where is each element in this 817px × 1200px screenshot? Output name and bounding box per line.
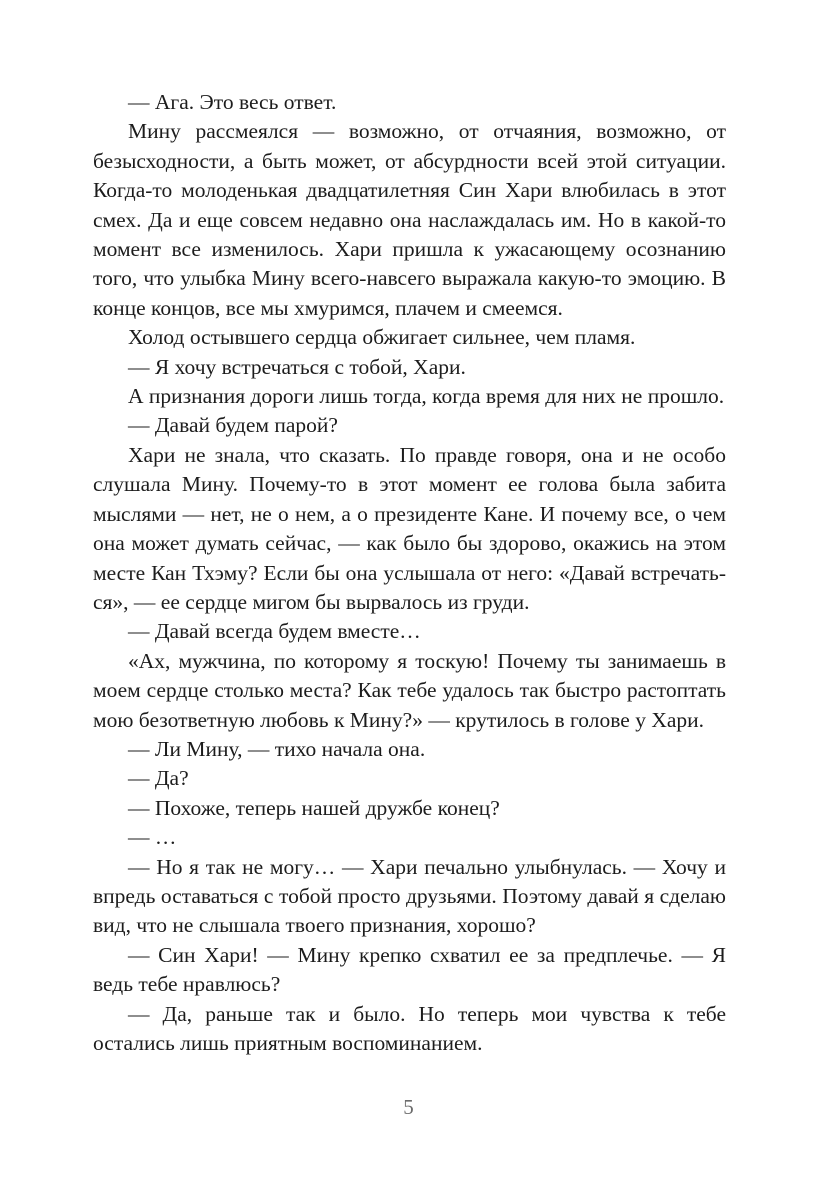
page-number: 5	[403, 1095, 414, 1119]
paragraph: Мину рассмеялся — возможно, от отчаяния, возможно, от безысходности, а быть может, от абсурдности всей этой ситуации. Когда-то молоденькая двадцатилетняя Син Хари влюбилась в этот смех. Да и еще совсем недавно она наслаждалась им. Но в какой-то момент все изменилось. Хари пришла к ужасающему осознанию того, что улыбка Мину всего-навсего выражала какую-то эмоцию. В конце концов, все мы хмуримся, плачем и смеемся.	[93, 119, 726, 320]
paragraph: — Син Хари! — Мину крепко схватил ее за предплечье. — Я ведь тебе нравлюсь?	[93, 942, 726, 997]
paragraph: — Давай всегда будем вместе…	[128, 619, 421, 644]
paragraph: — Похоже, теперь нашей дружбе конец?	[128, 795, 500, 820]
text-block	[93, 88, 726, 1058]
paragraph: Хари не знала, что сказать. По правде говоря, она и не особо слушала Мину. Почему-то в этот момент ее голова была забита мыслями — нет, не о нем, а о президенте Кане. И почему все, о чем она может думать сейчас, — как было бы здорово, окажись на этом месте Кан Тхэму? Если бы она услышала от него: «Давай встречаться», — ее сердце мигом бы вырвалось из груди.	[93, 442, 726, 614]
paragraph: — Но я так не могу… — Хари печально улыбнулась. — Хочу и впредь оставаться с тобой просто друзьями. Поэтому давай я сделаю вид, что не слышала твоего признания, хорошо?	[93, 854, 726, 938]
paragraph: — Давай будем парой?	[128, 413, 338, 438]
page-footer	[0, 1095, 817, 1120]
paragraph: — Да?	[128, 766, 189, 791]
paragraph: — …	[128, 825, 177, 850]
paragraph: — Да, раньше так и было. Но теперь мои чувства к тебе остались лишь приятным воспоминанием.	[93, 1001, 726, 1055]
paragraph: — Я хочу встречаться с тобой, Хари.	[128, 354, 466, 379]
paragraph: «Ах, мужчина, по которому я тоскую! Почему ты занимаешь в моем сердце столько места? Как тебе удалось так быстро растоптать мою безответную любовь к Мину?» — крутилось в голове у Хари.	[93, 648, 726, 732]
paragraph: Холод остывшего сердца обжигает сильнее, чем пламя.	[128, 325, 636, 350]
paragraph: А признания дороги лишь тогда, когда время для них не прошло.	[128, 384, 725, 409]
paragraph: — Ли Мину, — тихо начала она.	[128, 736, 426, 761]
paragraph: — Ага. Это весь ответ.	[128, 90, 337, 114]
